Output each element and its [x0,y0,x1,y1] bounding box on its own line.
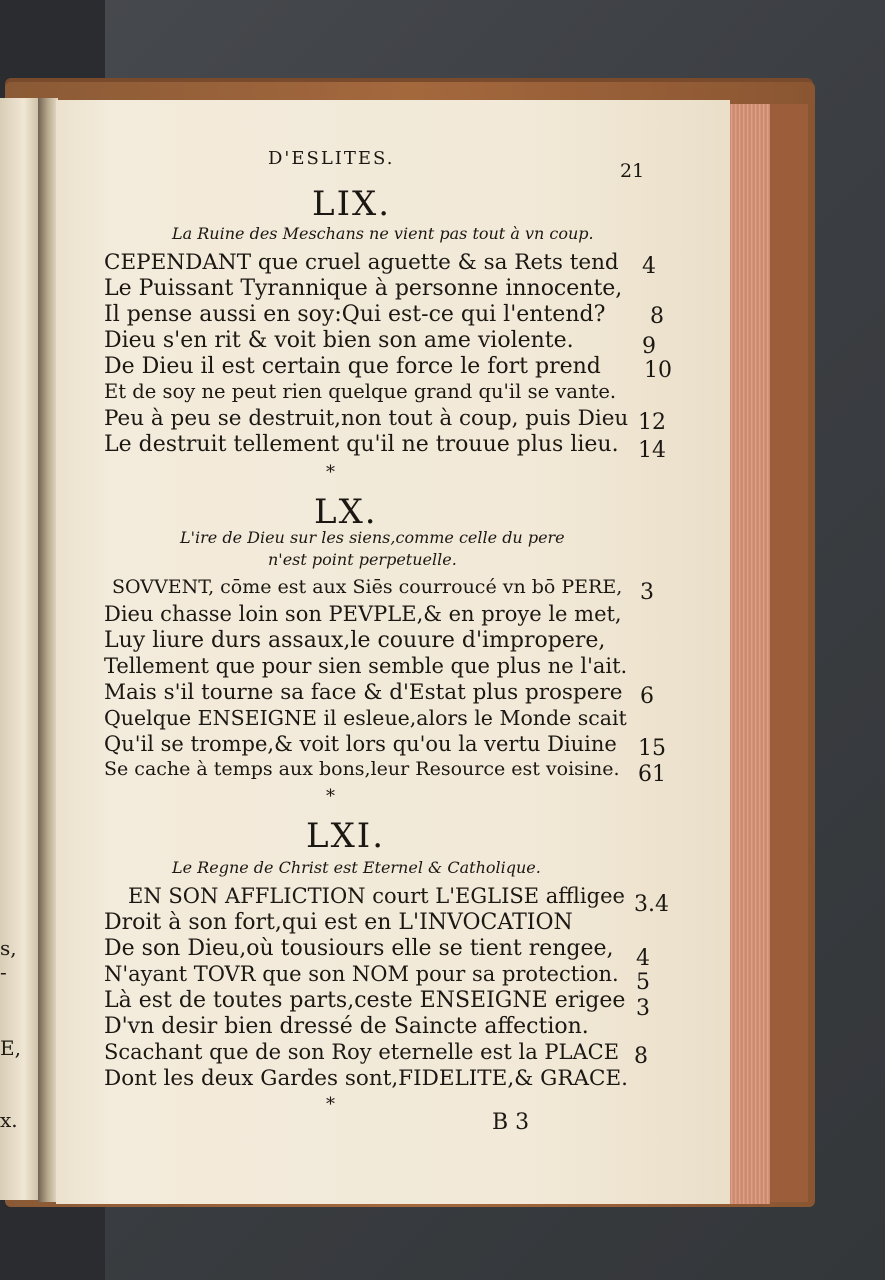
section-title-line: n'est point perpetuelle. [268,550,457,569]
verse-number: 8 [650,304,664,329]
verse-line: Le Puissant Tyrannique à personne innocente, [104,276,623,301]
verse-line: Le destruit tellement qu'il ne trouue plus lieu. [104,432,619,457]
verse-number: 15 [638,736,666,761]
cover-turn-in [770,104,808,1202]
verse-line: Qu'il se trompe,& voit lors qu'ou la vertu Diuine [104,732,617,756]
running-head: D'ESLITES. [268,148,395,169]
verse-number: 9 [642,334,656,359]
section-numeral: LIX. [312,184,392,224]
verse-number: 3 [636,996,650,1021]
section-title: Le Regne de Christ est Eternel & Catholique. [172,858,541,877]
verse-line: EN SON AFFLICTION court L'EGLISE affligee [128,884,625,908]
verse-line: Et de soy ne peut rien quelque grand qu'il se vante. [104,380,617,403]
verse-line: Luy liure durs assaux,le couure d'impropere, [104,628,606,653]
verse-line: Se cache à temps aux bons,leur Resource est voisine. [104,758,620,780]
verse-line: Tellement que pour sien semble que plus ne l'ait. [104,654,628,678]
verse-number: 3 [640,580,654,605]
verse-line: SOVVENT, cōme est aux Siēs courroucé vn bō PERE, [112,576,623,598]
left-margin-fragment: s, [0,936,17,960]
verse-line: De son Dieu,où tousiours elle se tient rengee, [104,936,614,961]
verse-line: D'vn desir bien dressé de Saincte affection. [104,1014,589,1039]
section-title-line: L'ire de Dieu sur les siens,comme celle du pere [180,528,565,547]
book-gutter [38,98,58,1202]
verse-line: Il pense aussi en soy:Qui est-ce qui l'entend? [104,302,606,327]
section-numeral: LX. [314,492,378,532]
separator-asterisk: * [326,1094,335,1115]
verse-line: N'ayant TOVR que son NOM pour sa protection. [104,962,619,986]
verse-line: Dont les deux Gardes sont,FIDELITE,& GRACE. [104,1066,629,1091]
verse-line: Mais s'il tourne sa face & d'Estat plus prospere [104,680,623,705]
verse-line: Dieu s'en rit & voit bien son ame violente. [104,328,574,353]
section-numeral: LXI. [306,816,386,856]
verse-number: 61 [638,762,666,787]
verse-number: 12 [638,410,666,435]
verse-line: Dieu chasse loin son PEVPLE,& en proye le met, [104,602,622,626]
verse-number: 5 [636,970,650,995]
verse-line: Là est de toutes parts,ceste ENSEIGNE erigee [104,988,626,1013]
verse-line: Scachant que de son Roy eternelle est la PLACE [104,1040,620,1064]
verse-number: 4 [636,946,650,971]
verse-number: 10 [644,358,672,383]
section-title: La Ruine des Meschans ne vient pas tout à vn coup. [172,224,594,243]
verse-number: 3.4 [634,892,669,917]
separator-asterisk: * [326,462,335,483]
verse-line: Peu à peu se destruit,non tout à coup, puis Dieu [104,406,629,431]
verse-line: CEPENDANT que cruel aguette & sa Rets tend [104,250,619,275]
verse-number: 8 [634,1044,648,1069]
left-margin-fragment: E, [0,1036,21,1060]
left-margin-fragment: - [0,960,7,984]
verse-line: Droit à son fort,qui est en L'INVOCATION [104,910,573,935]
left-margin-fragment: x. [0,1108,18,1132]
separator-asterisk: * [326,786,335,807]
verse-number: 14 [638,438,666,463]
signature-mark: B 3 [492,1110,530,1135]
verse-number: 6 [640,684,654,709]
page-number: 21 [620,160,645,182]
verse-number: 4 [642,254,656,279]
page-fore-edge [728,104,770,1204]
verse-line: Quelque ENSEIGNE il esleue,alors le Monde scait [104,706,627,730]
left-page-edge [0,98,40,1200]
verse-line: De Dieu il est certain que force le fort prend [104,354,601,379]
